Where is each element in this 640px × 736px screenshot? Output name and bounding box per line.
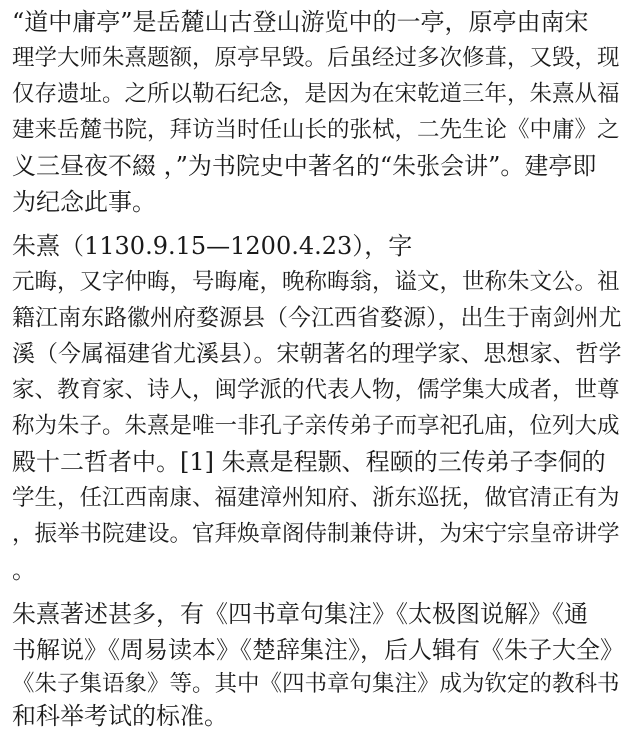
paragraph-2-line-3: 籍江南东路徽州府婺源县（今江西省婺源），出生于南剑州尤 [12,305,622,331]
paragraph-2-line-5: 家、教育家、诗人，闽学派的代表人物，儒学集大成者，世尊 [12,377,620,403]
paragraph-1-line-1: “道中庸亭”是岳麓山古登山游览中的一亭，原亭由南宋 [12,8,589,36]
paragraph-2-line-4: 溪（今属福建省尤溪县）。宋朝著名的理学家、思想家、哲学 [12,341,622,367]
paragraph-2-line-1: 朱熹（1130.9.15—1200.4.23），字 [12,232,413,260]
paragraph-3-line-1: 朱熹著述甚多，有《四书章句集注》《太极图说解》《通 [12,600,588,628]
paragraph-2-line-6: 称为朱子。朱熹是唯一非孔子亲传弟子而享祀孔庙，位列大成 [12,413,620,439]
paragraph-1-line-5: 义三昼夜不綴 ，”为书院史中著名的“朱张会讲”。建亭即 [12,152,597,180]
paragraph-1-line-2: 理学大师朱熹题额，原亭早毁。后虽经过多次修葺，又毁，现 [12,45,620,71]
paragraph-3-line-3: 《朱子集语象》等。其中《四书章句集注》成为钦定的教科书 [12,671,620,697]
paragraph-2-line-10: 。 [12,556,36,584]
paragraph-2-line-9: ，振举书院建设。官拜焕章阁侍制兼侍讲，为宋宁宗皇帝讲学 [12,521,620,547]
paragraph-3-line-2: 书解说》《周易读本》《楚辞集注》，后人辑有《朱子大全》 [12,636,624,664]
paragraph-3-line-4: 和科举考试的标准。 [12,702,228,730]
paragraph-2-line-2: 元晦，又字仲晦，号晦庵，晚称晦翁，谥文，世称朱文公。祖 [12,269,620,295]
paragraph-1-line-6: 为纪念此事。 [12,188,156,216]
paragraph-1-line-3: 仅存遗址。之所以勒石纪念，是因为在宋乾道三年，朱熹从福 [12,81,620,107]
paragraph-2-line-7: 殿十二哲者中。[1] 朱熹是程颢、程颐的三传弟子李侗的 [12,448,606,476]
paragraph-2-line-8: 学生，任江西南康、福建漳州知府、浙东巡抚，做官清正有为 [12,485,620,511]
paragraph-1-line-4: 建来岳麓书院，拜访当时任山长的张栻，二先生论《中庸》之 [12,117,620,143]
